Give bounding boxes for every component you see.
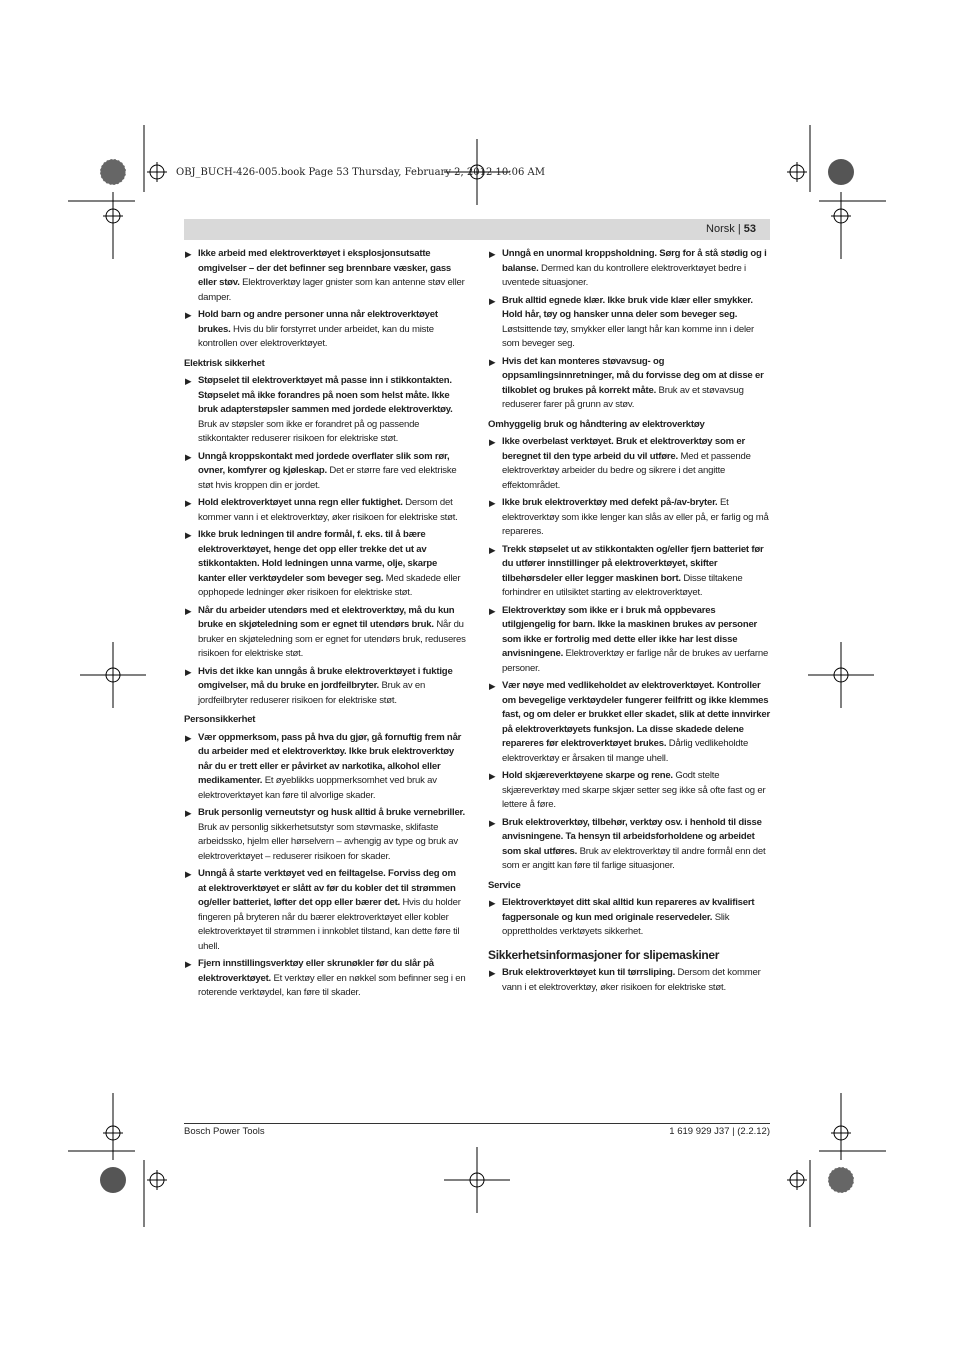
list-general [184,247,466,352]
list-item [184,528,466,601]
list-item [488,543,770,601]
item-bold-text: Ikke bruk elektroverktøy med defekt på-/av-bryter. [502,497,718,508]
list-item [184,957,466,1001]
heading-electrical-safety: Elektrisk sikkerhet [184,357,265,369]
triangle-right-icon: ▶ [185,249,192,259]
triangle-right-icon: ▶ [185,498,192,508]
list-item [184,450,466,494]
header-text [706,223,756,235]
triangle-right-icon: ▶ [489,356,496,367]
list-electrical [184,374,466,708]
triangle-right-icon: ▶ [489,817,496,828]
list-item [184,867,466,954]
item-bold-text: Ikke arbeid med elektroverktøyet i eksplosjonsutsatte omgivelser – der det befinner seg brennbare væsker, gass eller støv. [198,248,452,288]
triangle-right-icon: ▶ [185,376,192,386]
item-bold-text: Hvis det ikke kan unngås å bruke elektroverktøyet i fuktige omgivelser, må du bruke en jordfeilbryter. [198,665,453,691]
footer-brand: Bosch Power Tools [184,1126,265,1137]
list-item [184,604,466,662]
footer-code: 1 619 929 J37 | (2.2.12) [669,1126,770,1137]
item-text: Dermed kan du kontrollere elektroverktøyet bedre i uventede situasjoner. [502,262,746,288]
list-item [184,374,466,447]
item-text: Et elektroverktøy som ikke lenger kan slås av eller på, er farlig og må repareres. [502,497,769,537]
page-header [184,219,770,240]
triangle-right-icon: ▶ [185,666,192,677]
triangle-right-icon: ▶ [489,544,496,555]
triangle-right-icon: ▶ [185,732,192,743]
right-column [488,247,770,998]
item-text: Med et passende elektroverktøy arbeider du bedre og sikrere i det angitte effektområdet. [502,450,751,491]
item-text: Løstsittende tøy, smykker eller langt hår kan komme inn i deler som beveger seg. [502,323,754,349]
triangle-right-icon: ▶ [489,437,496,447]
triangle-right-icon: ▶ [489,295,496,306]
triangle-right-icon: ▶ [185,605,192,616]
list-item [488,966,770,995]
item-bold-text: Trekk støpselet ut av stikkontakten og/eller fjern batteriet før du utfører innstillinger på elektroverktøyet, skifter tilbehørsdeler eller legger maskinen bort. [502,543,764,584]
list-item [488,294,770,352]
triangle-right-icon: ▶ [185,451,192,462]
item-bold-text: Bruk elektroverktøyet kun til tørrsliping. [502,967,676,978]
item-text: Bruk av en jordfeilbryter reduserer risikoen for elektriske støt. [198,680,426,706]
item-text: Et øyeblikks uoppmerksomhet ved bruk av elektroverktøyet kan føre til alvorlige skader. [198,775,437,801]
header-separator: | [734,223,744,235]
list-personal [184,731,466,1001]
item-bold-text: Fjern innstillingsverktøy eller skrunøkler før du slår på elektroverktøyet. [198,958,434,984]
item-bold-text: Unngå kroppskontakt med jordede overflater slik som rør, ovner, komfyrer og kjøleskap. [198,450,450,476]
page-number: 53 [743,223,756,235]
list-item [488,604,770,677]
section-title-grinders: Sikkerhetsinformasjoner for slipemaskiner [488,947,720,962]
item-text: Med skadede eller opphopede ledninger øker risikoen for elektriske støt. [198,572,461,598]
triangle-right-icon: ▶ [489,898,496,908]
list-item [488,355,770,413]
list-item [184,496,466,525]
item-bold-text: Bruk alltid egnede klær. Ikke bruk vide klær eller smykker. Hold hår, tøy og hansker unna deler som beveger seg. [502,294,753,320]
list-item [488,896,770,940]
triangle-right-icon: ▶ [489,968,496,978]
list-tool-care [488,435,770,874]
item-bold-text: Unngå å starte verktøyet ved en feiltagelse. Forviss deg om at elektroverktøyet er slått av før du kobler det til strømmen og/eller batteriet, løfter det opp eller bærer det. [198,868,456,908]
triangle-right-icon: ▶ [185,530,192,540]
triangle-right-icon: ▶ [489,681,496,691]
item-bold-text: Hvis det kan monteres støvavsug- og oppsamlingsinnretninger, må du forvisse deg om at disse er tilkoblet og brukes på korrekt måte. [502,355,764,396]
item-text: Når du bruker en skjøteledning som er egnet for utendørs bruk, reduseres risikoen for elektriske støt. [198,619,466,659]
item-bold-text: Hold skjæreverktøyene skarpe og rene. [502,770,673,781]
item-text: Bruk av elektroverktøy til andre formål enn det som er angitt kan føre til farlige situasjoner. [502,845,766,871]
triangle-right-icon: ▶ [489,249,496,259]
item-bold-text: Vær oppmerksom, pass på hva du gjør, gå fornuftig frem når du arbeider med et elektroverktøy. Ikke bruk elektroverktøy når du er trett eller er påvirket av narkotika, alkohol eller medikamenter. [198,731,462,786]
item-text: Hvis du blir forstyrret under arbeidet, kan du miste kontrollen over elektroverktøyet. [198,323,434,349]
list-item [184,731,466,804]
item-text: Bruk av støpsler som ikke er forandret på og passende stikkontakter reduserer risikoen for elektriske støt. [198,418,420,444]
heading-personal-safety: Personsikkerhet [184,714,256,725]
list-item [488,816,770,874]
item-bold-text: Når du arbeider utendørs med et elektroverktøy, må du kun bruke en skjøteledning som er egnet til utendørs bruk. [198,604,455,630]
item-text: Slik opprettholdes verktøyets sikkerhet. [502,911,730,937]
list-item [488,435,770,493]
heading-service: Service [488,879,521,891]
item-text: Disse tiltakene forhindrer en utilsiktet starting av elektroverktøyet. [502,572,743,598]
list-item [488,679,770,766]
triangle-right-icon: ▶ [185,310,192,320]
item-text: Hvis du holder fingeren på bryteren når du bærer elektroverktøyet eller kobler elektroverktøyet til strømmen i innkoblet tilstand, kan dette føre til uhell. [198,897,461,952]
item-bold-text: Ikke overbelast verktøyet. Bruk et elektroverktøy som er beregnet til den type arbeid du vil utføre. [502,436,745,462]
triangle-right-icon: ▶ [489,605,496,616]
footer-rule [184,1123,770,1124]
list-service [488,896,770,940]
item-text: Elektroverktøy er farlige når de brukes av uerfarne personer. [502,648,769,674]
item-bold-text: Vær nøye med vedlikeholdet av elektroverktøyet. Kontroller om bevegelige verktøydeler fungerer feilfritt og ikke klemmes fast, og om deler er brukket eller skadet, slik at dette innvirker på elektroverktøyets funksjon. La disse skadede delene repareres før elektroverktøyet brukes. [502,680,771,749]
list-item [488,496,770,540]
heading-tool-care: Omhyggelig bruk og håndtering av elektroverktøy [488,418,705,430]
item-text: Dersom det kommer vann i et elektroverktøy, øker risikoen for elektriske støt. [502,967,761,993]
item-text: Bruk av et støvavsug reduserer farer på grunn av støv. [502,384,744,410]
item-bold-text: Støpselet til elektroverktøyet må passe inn i stikkontakten. Støpselet må ikke forandres på noen som helst måte. Ikke bruk adapterstøpsler sammen med jordede elektroverktøy. [198,375,453,415]
item-bold-text: Bruk elektroverktøy, tilbehør, verktøy osv. i henhold til disse anvisningene. Ta hensyn til arbeidsforholdene og arbeidet som skal utføres. [502,816,762,857]
item-bold-text: Elektroverktøyet ditt skal alltid kun repareres av kvalifisert fagpersonale og kun med originale reservedeler. [502,897,755,923]
print-info: OBJ_BUCH-426-005.book Page 53 Thursday, February 2, 2012 10:06 AM [176,167,545,178]
item-bold-text: Elektroverktøy som ikke er i bruk må oppbevares utilgjengelig for barn. Ikke la maskinen brukes av personer som ikke er fortrolig med dette eller ikke har lest disse anvisningene. [502,604,758,659]
item-text: Elektroverktøy lager gnister som kan antenne støv eller damper. [198,277,465,303]
list-item [184,806,466,864]
item-bold-text: Hold elektroverktøyet unna regn eller fuktighet. [198,497,403,508]
item-text: Dersom det kommer vann i et elektroverktøy, øker risikoen for elektriske støt. [198,497,458,523]
item-bold-text: Hold barn og andre personer unna når elektroverktøyet brukes. [198,309,438,335]
list-item [184,308,466,352]
list-personal-continued [488,247,770,413]
list-grinder [488,966,770,995]
triangle-right-icon: ▶ [185,869,192,879]
list-item [184,247,466,305]
left-column [184,247,466,1004]
header-language: Norsk [706,223,735,235]
list-item [184,665,466,709]
item-bold-text: Bruk personlig verneutstyr og husk alltid å bruke vernebriller. [198,807,465,818]
item-text: Det er større fare ved elektriske støt hvis kroppen din er jordet. [198,465,457,491]
list-item [488,769,770,813]
item-bold-text: Ikke bruk ledningen til andre formål, f. eks. til å bære elektroverktøyet, henge det opp eller trekke det ut av stikkontakten. Hold ledningen unna varme, olje, skarpe kanter eller verktøydeler som beveger seg. [198,529,438,584]
triangle-right-icon: ▶ [185,959,192,969]
item-bold-text: Unngå en unormal kroppsholdning. Sørg for å stå stødig og i balanse. [502,248,767,274]
item-text: Dårlig vedlikeholdte elektroverktøy er årsaken til mange uhell. [502,738,749,764]
triangle-right-icon: ▶ [185,808,192,818]
list-item [488,247,770,291]
item-text: Bruk av personlig sikkerhetsutstyr som støvmaske, sklifaste arbeidssko, hjelm eller hørselvern – avhengig av type og bruk av elektroverktøyet – reduserer risikoen for skader. [198,821,458,862]
triangle-right-icon: ▶ [489,771,496,781]
item-text: Godt stelte skjæreverktøy med skarpe skjær setter seg ikke så ofte fast og er lettere å føre. [502,770,766,810]
triangle-right-icon: ▶ [489,498,496,508]
item-text: Et verktøy eller en nøkkel som befinner seg i en roterende verktøydel, kan føre til skader. [198,972,466,998]
